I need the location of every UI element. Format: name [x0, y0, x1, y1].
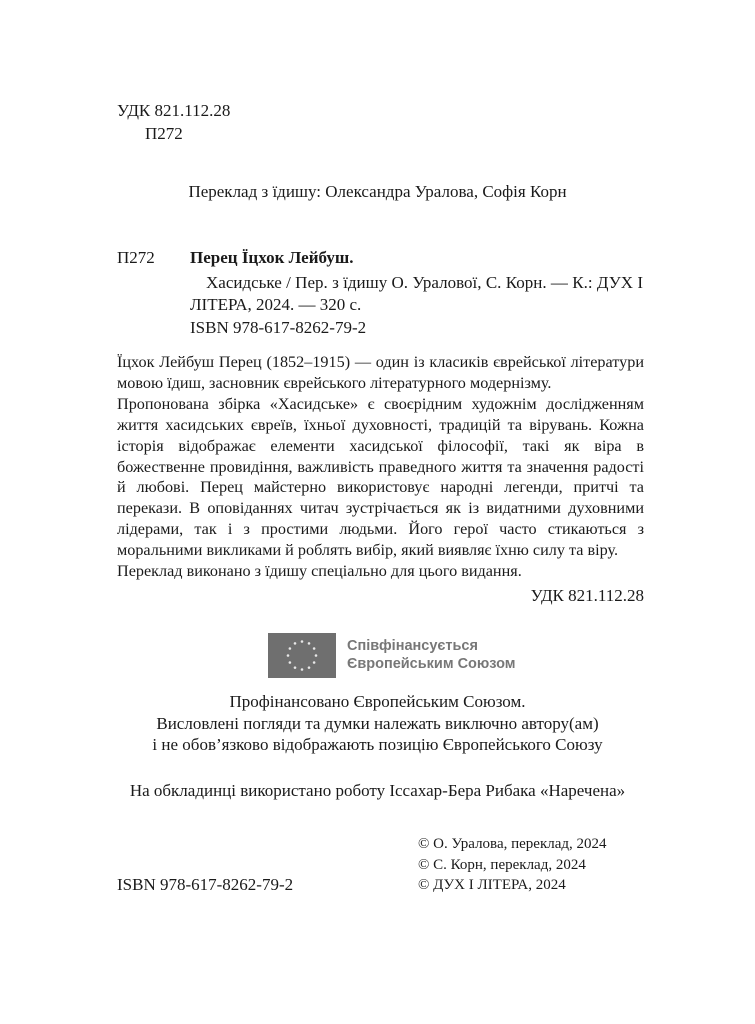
annotation-paragraph: Пропонована збірка «Хасидське» є своєрідним художнім дослідженням життя хасидських євреїв, їхньої духовності, традицій та вірувань. Кожна історія відображає елементи хасидської філософії, такі як віра в божественне провидіння, важливість праведного життя та значення радості й любові. Перец майстерно використовує народні легенди, притчі та перекази. В оповіданнях читач зустрічається як із видатними духовними лідерами, так і з простими людьми. Його герої часто стикаються з моральними викликами й роблять вибір, який виявляє їхню силу та віру. [117, 394, 644, 560]
eu-cofunding-logo [268, 633, 516, 679]
eu-star-icon [308, 666, 311, 669]
eu-star-icon [308, 642, 311, 645]
catalog-isbn: ISBN 978-617-8262-79-2 [190, 318, 367, 337]
catalog-author: Перец Їцхок Лейбуш. [190, 248, 354, 267]
eu-disclaimer [0, 691, 755, 756]
copyright-line: © О. Уралова, переклад, 2024 [418, 836, 607, 852]
copyright-line: © С. Корн, переклад, 2024 [418, 856, 586, 873]
eu-star-icon [313, 661, 316, 664]
eu-flag-icon [268, 633, 336, 678]
eu-star-icon [315, 654, 318, 657]
cover-credit: На обкладинці використано роботу Іссахар-Бера Рибака «Наречена» [129, 781, 626, 800]
eu-stars-circle [268, 633, 336, 678]
catalog-author-sign: П272 [117, 248, 155, 267]
eu-star-icon [301, 640, 304, 643]
eu-star-icon [301, 668, 304, 671]
eu-star-icon [294, 642, 297, 645]
eu-star-icon [313, 647, 316, 650]
eu-star-icon [294, 666, 297, 669]
eu-disclaimer-line: Профінансовано Європейським Союзом. [229, 692, 526, 711]
annotation-paragraph: Переклад виконано з їдишу спеціально для цього видання. [117, 562, 522, 581]
catalog-description: Хасидське / Пер. з їдишу О. Уралової, С. Корн. — К.: ДУХ І ЛІТЕРА, 2024. — 320 с. [190, 273, 643, 314]
eu-star-icon [287, 654, 290, 657]
eu-disclaimer-line: Висловлені погляди та думки належать виключно автору(ам) [156, 713, 599, 733]
isbn-bottom: ISBN 978-617-8262-79-2 [117, 875, 294, 894]
annotation [117, 352, 644, 582]
eu-disclaimer-line: і не обов’язково відображають позицію Європейського Союзу [152, 735, 603, 754]
annotation-paragraph: Їцхок Лейбуш Перец (1852–1915) — один із класиків єврейської літератури мовою їдиш, засновник єврейського літературного модернізму. [117, 353, 644, 392]
eu-logo-line2: Європейським Союзом [347, 656, 516, 672]
eu-logo-text [347, 637, 516, 673]
copyright-line: © ДУХ І ЛІТЕРА, 2024 [418, 877, 566, 893]
translators-line: Переклад з їдишу: Олександра Уралова, Софія Корн [188, 182, 567, 201]
eu-logo-line1: Співфінансується [347, 638, 478, 654]
udk-code-bottom: УДК 821.112.28 [530, 586, 644, 605]
eu-star-icon [289, 647, 292, 650]
eu-star-icon [289, 661, 292, 664]
udk-code: УДК 821.112.28 [117, 101, 231, 120]
copyright-block [418, 834, 607, 896]
author-sign: П272 [145, 124, 183, 143]
